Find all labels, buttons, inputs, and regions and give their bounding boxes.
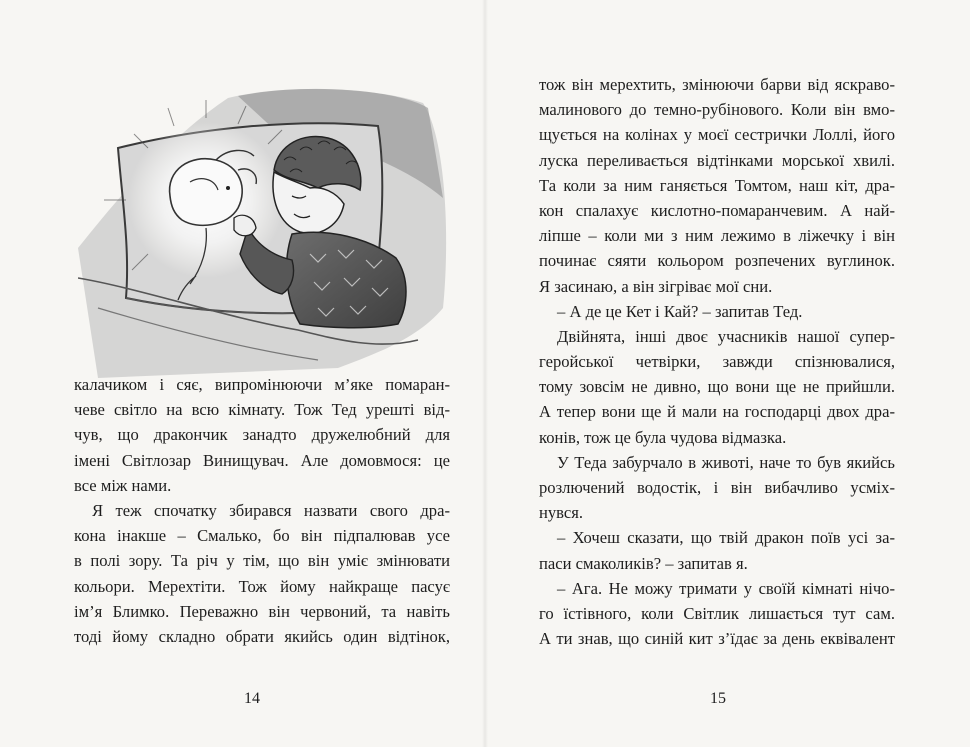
text-line: А ти знав, що синій кит з’їдає за день еквівалент <box>539 629 895 649</box>
right-page <box>485 0 970 747</box>
text-line: кона інакше – Смалько, бо він підпалював усе <box>74 526 450 546</box>
text-line: А тепер вони ще й мали на господарці двох дра- <box>539 402 895 422</box>
text-line: розлючений водостік, і він вибачливо усміх- <box>539 478 895 497</box>
text-line: геройської четвірки, завжди спізнювалися, <box>539 352 895 372</box>
text-line: Та коли за ним ганяється Томтом, наш кіт, дра- <box>539 175 895 195</box>
text-line: паси смаколиків? – запитав я. <box>539 553 748 573</box>
right-page-text <box>539 72 895 651</box>
text-line: – Хочеш сказати, що твій дракон поїв усі за- <box>557 528 895 548</box>
text-line: тому зовсім не дивно, що вони ще не прийшли. <box>539 377 895 397</box>
text-line: ліпше – коли ми з ним лежимо в ліжечку і він <box>539 226 895 246</box>
text-line: – А де це Кет і Кай? – запитав Тед. <box>557 301 803 321</box>
text-line: все між нами. <box>74 475 172 495</box>
text-line: конів, тож це була чудова відмазка. <box>539 427 787 447</box>
page-number: 14 <box>244 690 260 707</box>
text-line: чеве світло на всю кімнату. Тож Тед урешті від- <box>74 400 450 420</box>
text-line: імені Світлозар Винищувач. Але домовмося: це <box>74 450 450 470</box>
text-line: тоді йому складно обрати якийсь один відтінок, <box>74 626 450 646</box>
text-line: кольори. Мерехтіти. Тож йому найкраще пасує <box>74 576 450 596</box>
text-line: луска переливається відтінками морської хвилі. <box>539 150 895 170</box>
text-line: Двійнята, інші двоє учасників нашої супер- <box>557 326 895 346</box>
text-line: калачиком і сяє, випромінюючи м’яке помаран- <box>74 375 450 394</box>
text-line: го їстівного, коли Світлик лишається тут сам. <box>539 603 895 623</box>
text-line: чув, що дракончик занадто дружелюбний для <box>74 425 450 445</box>
text-line: Я засинаю, а він зігріває мої сни. <box>539 276 773 296</box>
text-line: щується на колінах у моєї сестрички Лоллі, його <box>539 125 895 145</box>
sleeping-child-with-glowing-dragon-illustration <box>78 78 450 378</box>
left-page-text <box>74 372 450 649</box>
text-line: починає сяяти кольором розпечених вуглинок. <box>539 251 895 271</box>
text-line: кон спалахує кислотно-помаранчевим. А най- <box>539 200 895 220</box>
text-line: в полі зору. Та річ у тім, що він уміє змінювати <box>74 551 450 571</box>
text-line: – Ага. Не можу тримати у своїй кімнаті нічо- <box>557 578 895 598</box>
text-line: тож він мерехтить, змінюючи барви від яскраво- <box>539 75 895 94</box>
text-line: малинового до темно-рубінового. Коли він вмо- <box>539 100 895 120</box>
text-line: ім’я Блимко. Переважно він червоний, та навіть <box>74 601 450 621</box>
text-line: Я теж спочатку збирався назвати свого дра- <box>92 500 450 520</box>
text-line: У Теда забурчало в животі, наче то був якийсь <box>557 452 895 472</box>
text-line: нувся. <box>539 503 584 523</box>
page-number: 15 <box>710 690 726 707</box>
